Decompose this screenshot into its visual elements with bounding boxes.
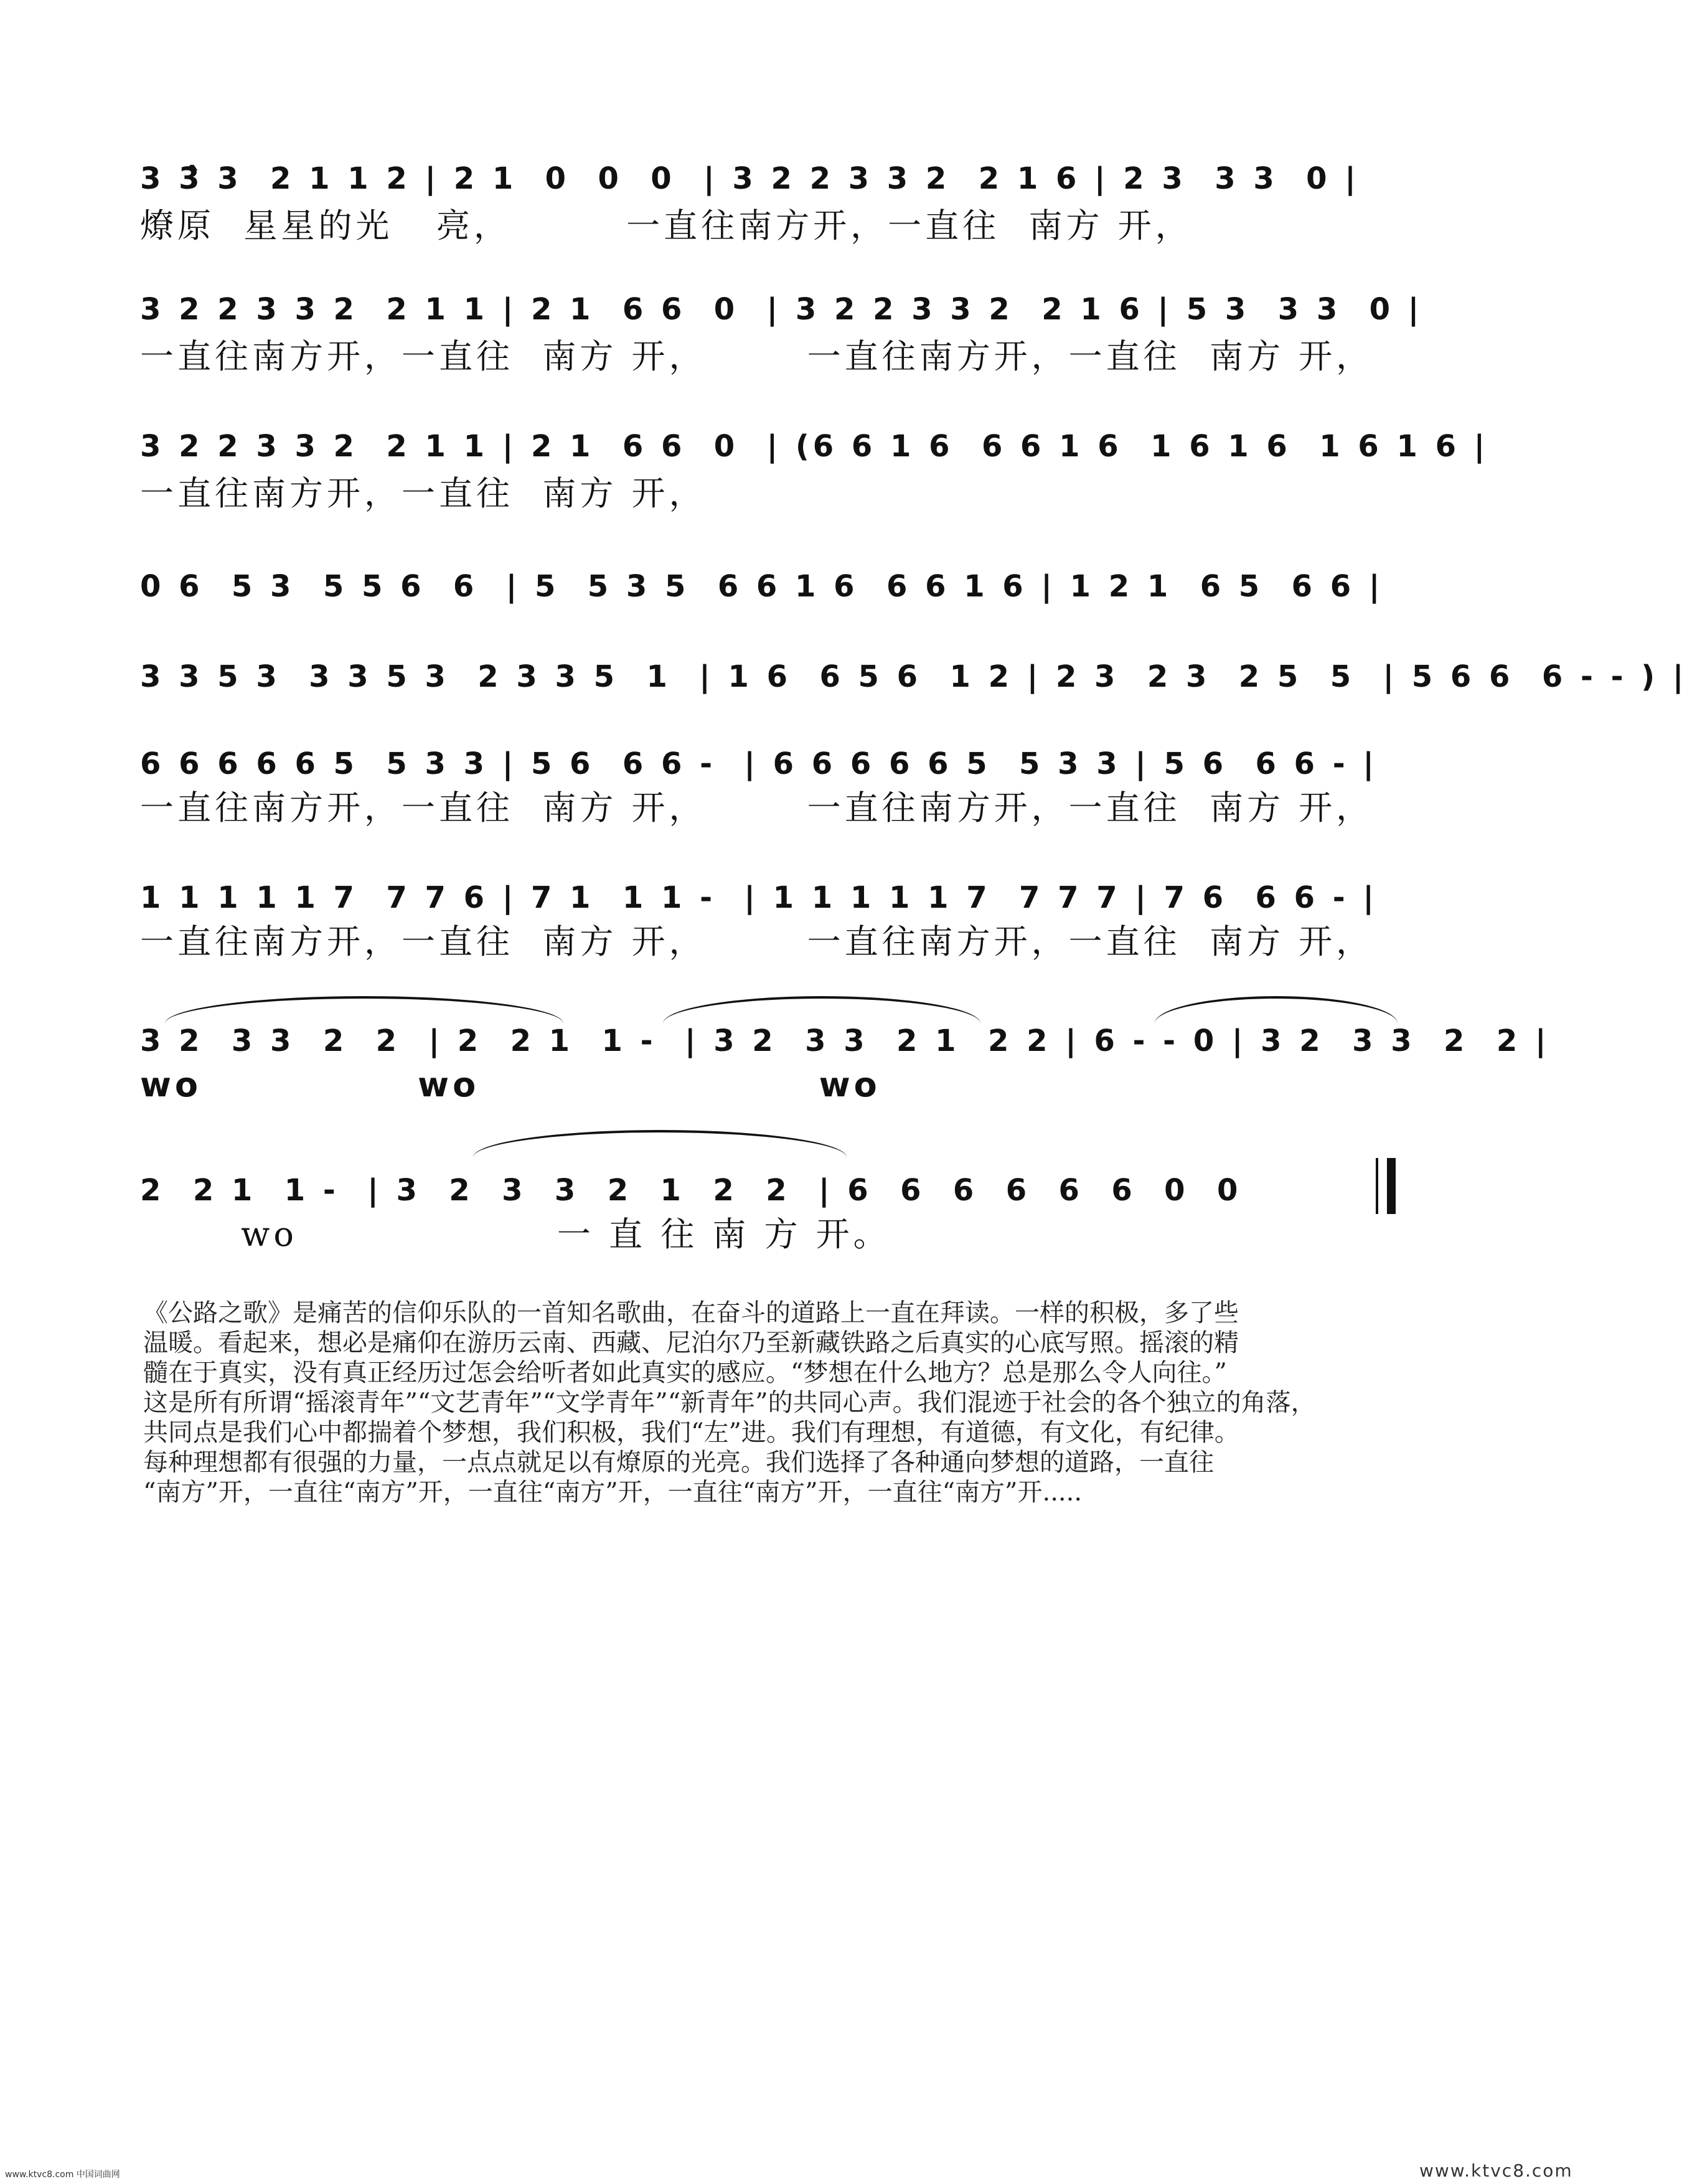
footer-site-left: www.ktvc8.com 中国词曲网 — [5, 2170, 120, 2180]
slur-arc — [663, 996, 980, 1024]
lyrics-row-6: 一直往南方开，一直往 南方 开， 一直往南方开，一直往 南方 开， — [140, 788, 1374, 827]
lyrics-row-1: 燎原 星星的光 亮， 一直往南方开，一直往 南方 开， — [140, 206, 1193, 245]
song-description — [143, 1298, 1407, 1507]
notation-row-6: 6 6 6 6 6 5 5 3 3 | 5 6 6 6 - | 6 6 6 6 6 5 5 3 3 | 5 6 6 6 - | — [140, 746, 1378, 781]
description-line: 这是所有所谓“摇滚青年”“文艺青年”“文学青年”“新青年”的共同心声。我们混迹于社会的各个独立的角落， — [143, 1388, 1316, 1417]
description-line: “南方”开，一直往“南方”开，一直往“南方”开，一直往“南方”开，一直往“南方”开..... — [143, 1478, 1083, 1507]
notation-row-3: 3 2 2 3 3 2 2 1 1 | 2 1 6 6 0 | (6 6 1 6 6 6 1 6 1 6 1 6 1 6 1 6 | — [140, 429, 1489, 464]
notation-row-8: 3 2 3 3 2 2 | 2 2 1 1 - | 3 2 3 3 2 1 2 2 | 6 - - 0 | 3 2 3 3 2 2 | — [140, 1024, 1550, 1058]
slur-arc — [165, 996, 563, 1024]
lyrics-row-2: 一直往南方开，一直往 南方 开， 一直往南方开，一直往 南方 开， — [140, 337, 1374, 376]
final-barline-thin — [1376, 1158, 1378, 1214]
notation-row-2: 3 2 2 3 3 2 2 1 1 | 2 1 6 6 0 | 3 2 2 3 3 2 2 1 6 | 5 3 3 3 0 | — [140, 292, 1423, 327]
slur-arc — [473, 1130, 847, 1157]
final-barline-thick — [1387, 1158, 1396, 1214]
lyrics-row-3: 一直往南方开，一直往 南方 开， — [140, 474, 707, 513]
lyrics-row-8: wo wo wo — [140, 1065, 881, 1104]
description-line: 每种理想都有很强的力量，一点点就足以有燎原的光亮。我们选择了各种通向梦想的道路，一直往 — [143, 1448, 1214, 1477]
description-line: 《公路之歌》是痛苦的信仰乐队的一首知名歌曲，在奋斗的道路上一直在拜读。一样的积极，多了些 — [143, 1299, 1239, 1327]
description-line: 髓在于真实，没有真正经历过怎会给听者如此真实的感应。“梦想在什么地方？总是那么令人向往。” — [143, 1358, 1227, 1387]
slur-arc — [1155, 996, 1398, 1024]
footer-site-right: www.ktvc8.com — [1419, 2160, 1573, 2181]
description-line: 共同点是我们心中都揣着个梦想，我们积极，我们“左”进。我们有理想，有道德，有文化，有纪律。 — [143, 1418, 1239, 1447]
notation-row-7: 1 1 1 1 1 7 7 7 6 | 7 1 1 1 - | 1 1 1 1 1 7 7 7 7 | 7 6 6 6 - | — [140, 880, 1378, 915]
notation-row-5: 3 3 5 3 3 3 5 3 2 3 3 5 1 | 1 6 6 5 6 1 2 | 2 3 2 3 2 5 5 | 5 6 6 6 - - ) | — [140, 659, 1687, 694]
lyrics-row-9: wo 一 直 往 南 方 开。 — [140, 1215, 891, 1254]
notation-row-9: 2 2 1 1 - | 3 2 3 3 2 1 2 2 | 6 6 6 6 6 6 0 0 — [140, 1173, 1242, 1208]
description-line: 温暖。看起来，想必是痛仰在游历云南、西藏、尼泊尔乃至新藏铁路之后真实的心底写照。摇滚的精 — [143, 1329, 1239, 1357]
lyrics-row-7: 一直往南方开，一直往 南方 开， 一直往南方开，一直往 南方 开， — [140, 922, 1374, 961]
notation-row-4: 0 6 5 3 5 5 6 6 | 5 5 3 5 6 6 1 6 6 6 1 6 | 1 2 1 6 5 6 6 | — [140, 569, 1384, 604]
notation-row-1: 3 3̂ 3 2 1 1 2 | 2 1 0 0 0 | 3 2 2 3 3 2 2 1 6 | 2 3 3 3 0 | — [140, 161, 1360, 196]
